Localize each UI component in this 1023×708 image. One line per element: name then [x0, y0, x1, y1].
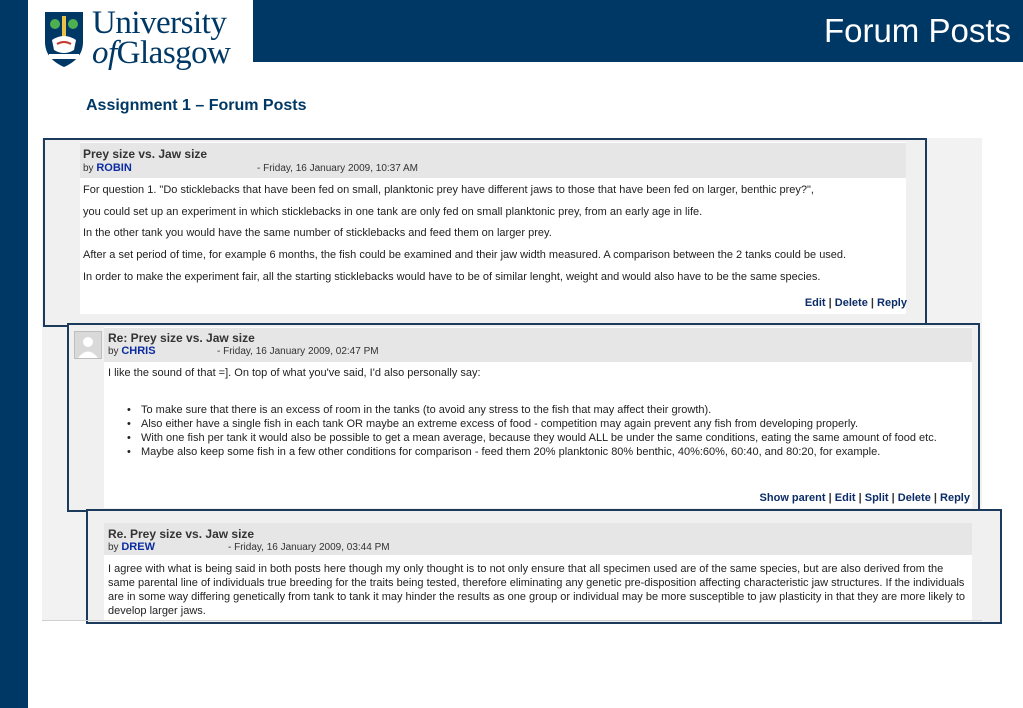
- post-date: - Friday, 16 January 2009, 10:37 AM: [257, 163, 419, 174]
- suggestion-list: [121, 404, 963, 460]
- post-date: - Friday, 16 January 2009, 03:44 PM: [228, 542, 390, 553]
- slide-title: Forum Posts: [823, 12, 1011, 49]
- logo-line-2: ofGlasgow: [92, 35, 231, 71]
- post-commands: Edit | Delete | Reply: [804, 297, 907, 309]
- university-logo: [28, 0, 253, 78]
- list-item: • Also either have a single fish in each tank OR maybe an extreme excess of food - competition may again prevent any fish from developing properly.: [121, 418, 963, 431]
- avatar[interactable]: [74, 331, 102, 359]
- post-subject: Prey size vs. Jaw size: [83, 147, 208, 161]
- reply-link[interactable]: Reply: [877, 297, 907, 309]
- split-link[interactable]: Split: [864, 492, 889, 504]
- divider: [42, 620, 982, 621]
- post-byline: by CHRIS: [108, 345, 156, 357]
- post-subject: Re. Prey size vs. Jaw size: [108, 527, 255, 541]
- forum-post-3: [86, 509, 1002, 624]
- page-subtitle: Assignment 1 – Forum Posts: [86, 97, 307, 114]
- edit-link[interactable]: Edit: [804, 297, 826, 309]
- logo-wordmark: [92, 5, 231, 71]
- post-text-line: In the other tank you would have the same number of sticklebacks and feed them on larger prey.: [83, 227, 552, 239]
- post-text-line: In order to make the experiment fair, all the starting sticklebacks would have to be of similar lenght, weight and would also have to be the same species.: [83, 271, 821, 283]
- post-text: I agree with what is being said in both posts here though my only thought is to not only ensure that all specimen used are of the same species, but are also derived from the same parental line of individuals true breeding for the traits being tested, therefore eliminating any genetic pre-disposition affecting characteristic jaw structures. If the individuals are in some way differing genetically from tank to tank it may hinder the results as one group or individual may be more susceptible to jaw plasticity in that they are more likely to develop larger jaws.: [108, 563, 965, 617]
- list-item: • Maybe also keep some fish in a few other conditions for comparison - feed them 20% planktonic 80% benthic, 40%:60%, 60:40, and 80:20, for example.: [121, 446, 963, 459]
- post-intro: I like the sound of that =]. On top of what you've said, I'd also personally say:: [108, 367, 481, 379]
- post-text-line: After a set period of time, for example 6 months, the fish could be examined and their jaw width measured. A comparison between the 2 tanks could be used.: [83, 249, 847, 261]
- user-icon: [75, 332, 101, 358]
- left-accent-bar: [0, 0, 28, 708]
- post-date: - Friday, 16 January 2009, 02:47 PM: [217, 346, 379, 357]
- delete-link[interactable]: Delete: [897, 492, 931, 504]
- show-parent-link[interactable]: Show parent: [759, 492, 826, 504]
- list-item: • With one fish per tank it would also be possible to get a mean average, because they would ALL be under the same conditions, eating the same amount of food etc.: [121, 432, 963, 445]
- post-text-line: you could set up an experiment in which sticklebacks in one tank are only fed on small planktonic prey, from an early age in life.: [83, 206, 703, 218]
- edit-link[interactable]: Edit: [834, 492, 856, 504]
- reply-link[interactable]: Reply: [940, 492, 970, 504]
- logo-line-1: University: [92, 5, 227, 41]
- post-subject: Re: Prey size vs. Jaw size: [108, 331, 255, 345]
- author-link[interactable]: DREW: [121, 541, 155, 553]
- list-item: • To make sure that there is an excess of room in the tanks (to avoid any stress to the fish that may affect their growth).: [121, 404, 963, 417]
- author-link[interactable]: CHRIS: [121, 345, 156, 357]
- author-link[interactable]: ROBIN: [96, 162, 132, 174]
- post-commands: Show parent | Edit | Split | Delete | Reply: [759, 492, 970, 504]
- post-text-line: For question 1. "Do sticklebacks that have been fed on small, planktonic prey have different jaws to those that have been fed on larger, benthic prey?",: [83, 184, 814, 196]
- delete-link[interactable]: Delete: [834, 297, 868, 309]
- crest-icon: [43, 10, 85, 68]
- forum-post-1: [43, 138, 927, 327]
- forum-post-2: [67, 323, 980, 512]
- post-byline: by DREW: [108, 541, 155, 553]
- post-byline: by ROBIN: [83, 162, 132, 174]
